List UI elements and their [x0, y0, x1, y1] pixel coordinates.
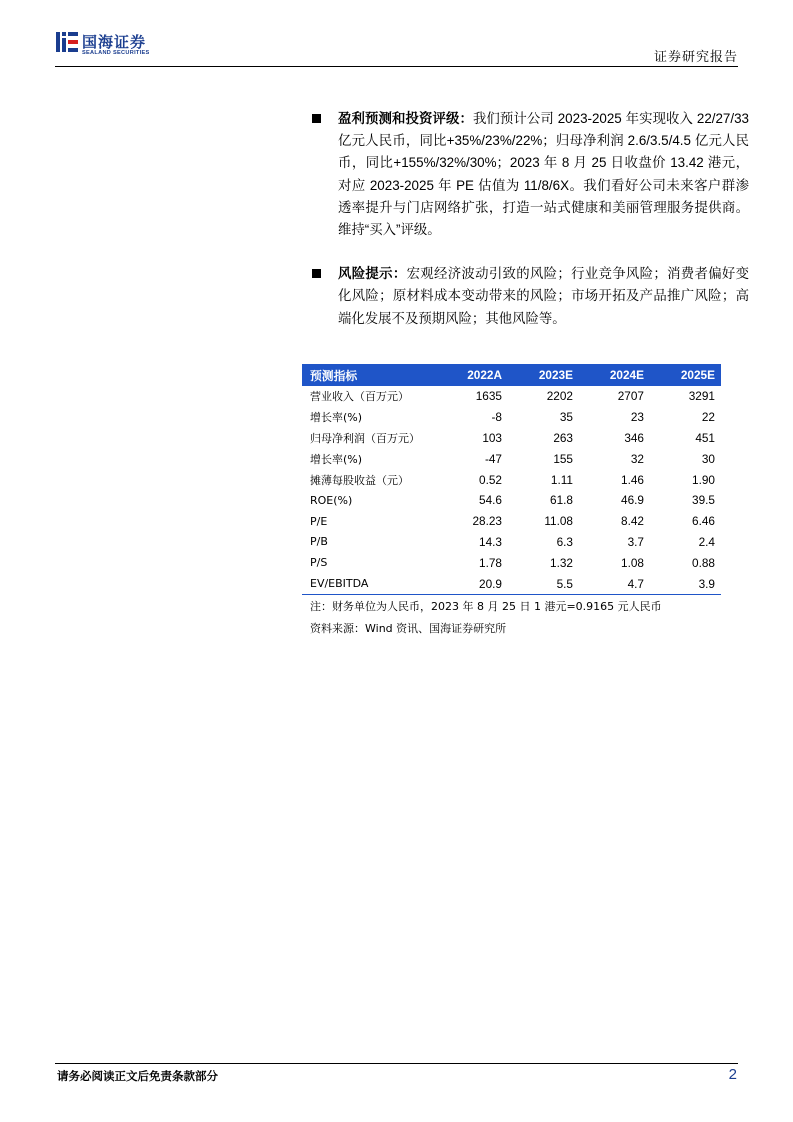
- row-label-cell: 增长率(%): [310, 452, 363, 466]
- value-cell: 11.08: [544, 514, 573, 529]
- sealand-logo: [55, 30, 165, 62]
- sealand-logo-icon: [55, 30, 79, 54]
- row-label-cell: P/E: [310, 514, 328, 528]
- row-label-cell: P/S: [310, 556, 328, 570]
- value-cell: 32: [630, 451, 644, 466]
- value-cell: 1.32: [550, 555, 573, 570]
- table-row: [302, 448, 721, 469]
- table-header-row: [302, 364, 721, 386]
- row-label-cell: 摊薄每股收益（元）: [310, 473, 409, 487]
- logo-english-name: SEALAND SECURITIES: [82, 50, 150, 56]
- bullet-earnings-forecast: [312, 108, 749, 241]
- value-cell: 1635: [475, 389, 502, 404]
- value-cell: 61.8: [550, 493, 573, 508]
- bullet-text: 我们预计公司 2023-2025 年实现收入 22/27/33 亿元人民币，同比+35%/23%/22%；归母净利润 2.6/3.5/4.5 亿元人民币，同比+155%/32%/30%；2023 年 8 月 25 日收盘价 13.42 港元，对应 2023-2025 年 PE 估值为 11/8/6X。我们看好公司未来客户群渗透率提升与门店网络扩张，打造一站式健康和美丽管理服务提供商。维持“买入”评级。: [338, 111, 749, 238]
- value-cell: 35: [559, 410, 573, 425]
- value-cell: 39.5: [692, 493, 715, 508]
- table-row: [302, 386, 721, 407]
- bullet-risk-warning: [312, 263, 749, 330]
- row-label-cell: ROE(%): [310, 493, 353, 507]
- column-header: 2023E: [508, 364, 579, 386]
- value-cell: 1.08: [621, 555, 644, 570]
- value-cell: 263: [553, 430, 573, 445]
- page-number: 2: [728, 1066, 737, 1083]
- value-cell: 0.88: [692, 555, 715, 570]
- value-cell: -8: [491, 410, 502, 425]
- row-label-cell: 营业收入（百万元）: [310, 390, 409, 404]
- value-cell: 1.78: [479, 555, 502, 570]
- footer-divider: [55, 1063, 738, 1064]
- value-cell: 6.3: [556, 534, 573, 549]
- page-header: [0, 0, 793, 70]
- column-header: 2025E: [650, 364, 721, 386]
- value-cell: 22: [701, 410, 715, 425]
- row-label-cell: P/B: [310, 535, 328, 549]
- value-cell: 30: [701, 451, 715, 466]
- value-cell: 1.11: [550, 472, 573, 487]
- table-note: 注：财务单位为人民币，2023 年 8 月 25 日 1 港元=0.9165 元人民币: [310, 600, 662, 613]
- logo-chinese-name: 国海证券: [82, 33, 147, 51]
- table-row: [302, 469, 721, 490]
- value-cell: 103: [482, 430, 502, 445]
- forecast-table: [302, 364, 721, 595]
- value-cell: 6.46: [692, 514, 715, 529]
- table-row: [302, 552, 721, 573]
- value-cell: 8.42: [621, 514, 644, 529]
- value-cell: 3291: [688, 389, 715, 404]
- value-cell: 2.4: [698, 534, 715, 549]
- value-cell: 4.7: [579, 573, 650, 594]
- value-cell: 20.9: [437, 573, 508, 594]
- bullet-lead: 盈利预测和投资评级：: [338, 112, 473, 127]
- value-cell: 14.3: [479, 534, 502, 549]
- square-bullet-icon: [312, 269, 321, 278]
- table-row: [302, 573, 721, 594]
- table-row: [302, 490, 721, 511]
- value-cell: 155: [553, 451, 573, 466]
- table-row: [302, 511, 721, 532]
- row-label-cell: 增长率(%): [310, 411, 363, 425]
- bullet-lead: 风险提示：: [338, 267, 407, 283]
- column-header: 2024E: [579, 364, 650, 386]
- value-cell: 451: [695, 430, 715, 445]
- value-cell: 3.7: [627, 534, 644, 549]
- table-row: [302, 407, 721, 428]
- table-source: 资料来源：Wind 资讯、国海证券研究所: [310, 622, 507, 635]
- value-cell: 1.90: [692, 472, 715, 487]
- header-divider: [55, 66, 738, 67]
- value-cell: 46.9: [621, 493, 644, 508]
- disclaimer-text: 请务必阅读正文后免责条款部分: [57, 1069, 218, 1083]
- value-cell: 28.23: [472, 514, 502, 529]
- value-cell: 0.52: [479, 472, 502, 487]
- row-label-cell: 归母净利润（百万元）: [310, 431, 420, 445]
- value-cell: -47: [484, 451, 502, 466]
- value-cell: 23: [630, 410, 644, 425]
- column-header: 预测指标: [302, 364, 437, 386]
- value-cell: 5.5: [508, 573, 579, 594]
- report-type-label: 证券研究报告: [653, 50, 738, 65]
- summary-bullets: [312, 108, 749, 352]
- table-row: [302, 532, 721, 553]
- value-cell: 54.6: [479, 493, 502, 508]
- table-row: [302, 428, 721, 449]
- value-cell: 2707: [617, 389, 644, 404]
- value-cell: 346: [624, 430, 644, 445]
- value-cell: 1.46: [621, 472, 644, 487]
- row-label-cell: EV/EBITDA: [302, 573, 437, 594]
- square-bullet-icon: [312, 114, 321, 123]
- table-body: [302, 386, 721, 594]
- column-header: 2022A: [437, 364, 508, 386]
- value-cell: 3.9: [650, 573, 721, 594]
- bullet-text: 宏观经济波动引致的风险；行业竞争风险；消费者偏好变化风险；原材料成本变动带来的风险；市场开拓及产品推广风险；高端化发展不及预期风险；其他风险等。: [338, 266, 750, 326]
- value-cell: 2202: [546, 389, 573, 404]
